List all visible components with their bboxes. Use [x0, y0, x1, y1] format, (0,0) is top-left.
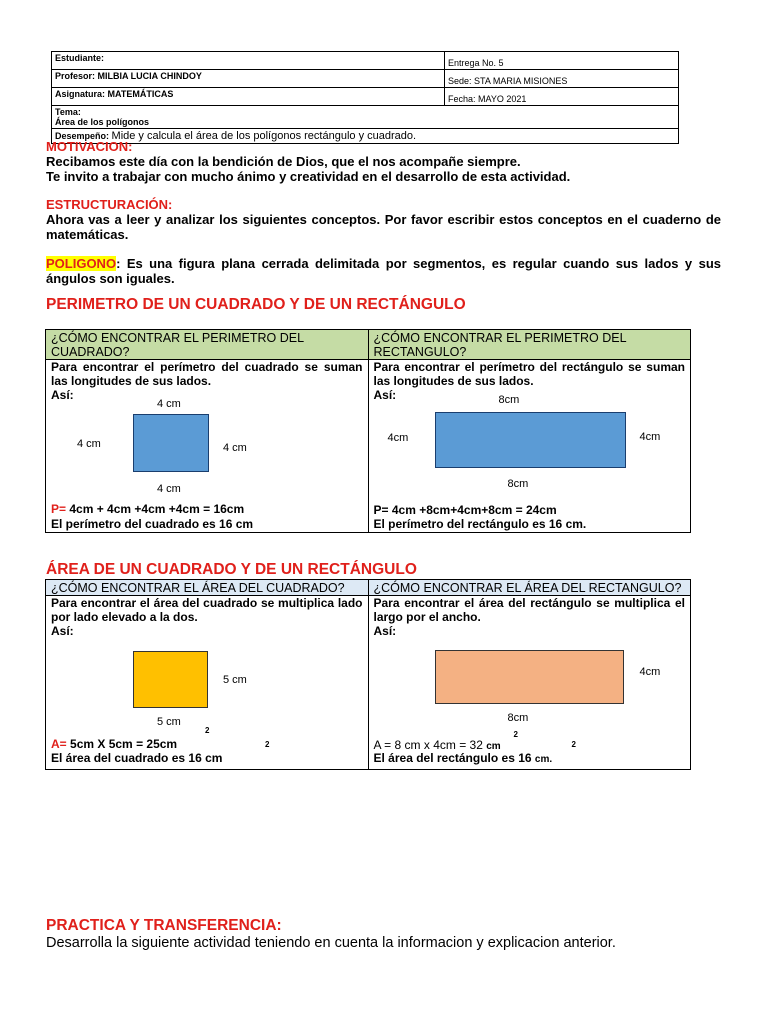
perimetro-rectangulo-result: El perímetro del rectángulo es 16 cm.	[373, 517, 587, 531]
sede-cell: Sede: STA MARIA MISIONES	[445, 70, 679, 88]
perimetro-rectangulo-formula: P= 4cm +8cm+4cm+8cm = 24cm	[373, 503, 557, 517]
area-cuadrado-bottom-label: 5 cm	[157, 716, 181, 728]
blue-square-shape	[133, 414, 209, 472]
area-rectangulo-bottom-label: 8cm	[507, 712, 529, 724]
perimetro-rectangulo-asi: Así:	[373, 388, 397, 402]
yellow-square-shape	[133, 651, 208, 708]
perimetro-cuadrado-top-label: 4 cm	[157, 398, 181, 410]
salmon-rectangle-shape	[435, 650, 624, 704]
perimetro-title: PERIMETRO DE UN CUADRADO Y DE UN RECTÁNGULO	[46, 296, 466, 313]
entrega-cell: Entrega No. 5	[445, 52, 679, 70]
perimetro-table	[45, 329, 691, 533]
perimetro-cuadrado-asi: Así:	[51, 388, 74, 402]
desempeno-label: Desempeño:	[55, 131, 110, 141]
perimetro-cuadrado-cell	[46, 360, 369, 533]
perimetro-cuadrado-right-label: 4 cm	[223, 442, 247, 454]
area-rectangulo-question: ¿CÓMO ENCONTRAR EL ÁREA DEL RECTANGULO?	[368, 580, 691, 596]
practica-title: PRACTICA Y TRANSFERENCIA:	[46, 917, 282, 934]
perimetro-rectangulo-bottom-label: 8cm	[507, 478, 529, 490]
area-rectangulo-formula-value: A = 8 cm x 4cm = 32	[373, 738, 487, 752]
area-cuadrado-formula	[51, 737, 177, 751]
perimetro-rectangulo-question: ¿CÓMO ENCONTRAR EL PERIMETRO DEL RECTANGULO?	[368, 330, 691, 360]
estudiante-label: Estudiante:	[52, 52, 445, 70]
poligono-text: : Es una figura plana cerrada delimitada por segmentos, es regular cuando sus lados y sus ángulos son iguales.	[46, 256, 721, 286]
area-cuadrado-result: El área del cuadrado es 16 cm	[51, 751, 223, 765]
perimetro-cuadrado-question: ¿CÓMO ENCONTRAR EL PERIMETRO DEL CUADRADO?	[46, 330, 369, 360]
perimetro-cuadrado-formula-label: P=	[51, 502, 67, 516]
perimetro-cuadrado-result: El perímetro del cuadrado es 16 cm	[51, 517, 254, 531]
perimetro-rectangulo-left-label: 4cm	[387, 432, 409, 444]
area-rectangulo-superscript-2: 2	[571, 740, 576, 749]
tema-label: Tema:	[55, 107, 81, 117]
area-rectangulo-superscript-1: 2	[513, 730, 518, 739]
fecha-cell: Fecha: MAYO 2021	[445, 88, 679, 106]
poligono-label: POLIGONO	[46, 256, 117, 271]
desempeno-cell	[52, 129, 679, 144]
area-cuadrado-text: Para encontrar el área del cuadrado se multiplica lado por lado elevado a la dos.	[51, 596, 363, 624]
area-cuadrado-asi: Así:	[51, 624, 74, 638]
perimetro-rectangulo-top-label: 8cm	[498, 394, 520, 406]
estructuracion-text: Ahora vas a leer y analizar los siguientes conceptos. Por favor escribir estos conceptos en el cuaderno de matemáticas.	[46, 212, 721, 242]
motivacion-title: MOTIVACION:	[46, 139, 133, 154]
perimetro-rectangulo-cell	[368, 360, 691, 533]
area-title: ÁREA DE UN CUADRADO Y DE UN RECTÁNGULO	[46, 561, 417, 578]
tema-value: Área de los polígonos	[55, 117, 150, 127]
perimetro-rectangulo-right-label: 4cm	[639, 431, 661, 443]
perimetro-cuadrado-formula	[51, 502, 244, 516]
perimetro-cuadrado-text: Para encontrar el perímetro del cuadrado se suman las longitudes de sus lados.	[51, 360, 363, 388]
desempeno-value: Mide y calcula el área de los polígonos rectángulo y cuadrado.	[111, 130, 417, 142]
practica-text: Desarrolla la siguiente actividad teniendo en cuenta la informacion y explicacion anterior.	[46, 935, 616, 951]
motivacion-line1: Recibamos este día con la bendición de Dios, que el nos acompañe siempre.	[46, 154, 521, 169]
area-rectangulo-result	[374, 751, 553, 767]
header-table	[51, 51, 679, 144]
asignatura-cell: Asignatura: MATEMÁTICAS	[52, 88, 445, 106]
area-cuadrado-superscript-2: 2	[265, 740, 270, 749]
profesor-cell: Profesor: MILBIA LUCIA CHINDOY	[52, 70, 445, 88]
area-cuadrado-cell	[46, 596, 369, 770]
tema-cell	[52, 106, 679, 129]
area-rectangulo-text: Para encontrar el área del rectángulo se multiplica el largo por el ancho.	[373, 596, 685, 624]
area-cuadrado-superscript-1: 2	[205, 726, 210, 735]
blue-rectangle-shape	[435, 412, 626, 468]
area-rectangulo-right-label: 4cm	[639, 666, 661, 678]
perimetro-cuadrado-left-label: 4 cm	[77, 438, 101, 450]
area-rectangulo-cell	[368, 596, 691, 770]
perimetro-rectangulo-text: Para encontrar el perímetro del rectángulo se suman las longitudes de sus lados.	[373, 360, 685, 388]
area-rectangulo-result-text: El área del rectángulo es 16	[373, 751, 535, 765]
area-cuadrado-question: ¿CÓMO ENCONTRAR EL ÁREA DEL CUADRADO?	[46, 580, 369, 596]
perimetro-cuadrado-formula-value: 4cm + 4cm +4cm +4cm = 16cm	[66, 502, 245, 516]
area-cuadrado-formula-label: A=	[51, 737, 67, 751]
poligono-paragraph	[46, 256, 721, 286]
area-rectangulo-result-unit: cm.	[534, 754, 553, 765]
area-table	[45, 579, 691, 770]
area-cuadrado-formula-value: 5cm X 5cm = 25cm	[66, 737, 178, 751]
area-rectangulo-formula-unit: cm	[486, 741, 501, 752]
area-cuadrado-right-label: 5 cm	[223, 674, 247, 686]
area-rectangulo-asi: Así:	[373, 624, 397, 638]
estructuracion-title: ESTRUCTURACIÓN:	[46, 197, 173, 212]
motivacion-line2: Te invito a trabajar con mucho ánimo y creatividad en el desarrollo de esta actividad.	[46, 169, 571, 184]
perimetro-cuadrado-bottom-label: 4 cm	[157, 483, 181, 495]
